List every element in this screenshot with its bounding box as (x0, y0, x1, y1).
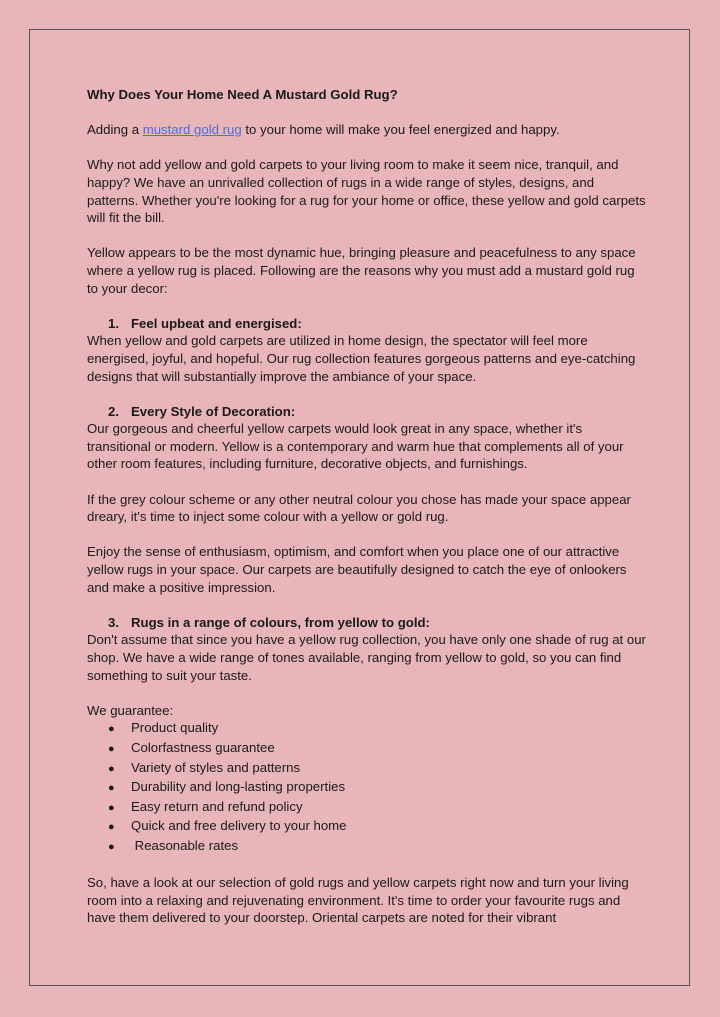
list-item (87, 719, 647, 739)
bullet-icon: ● (108, 840, 115, 853)
list-item (87, 739, 647, 759)
section-1-body: When yellow and gold carpets are utilized in home design, the spectator will feel more energised, joyful, and hopeful. Our rug collection features gorgeous patterns and eye-catching designs that will substantially improve the ambiance of your space. (87, 333, 636, 384)
document-body (87, 86, 647, 927)
intro-text-before: Adding a (87, 122, 143, 138)
bullet-icon: ● (108, 723, 115, 736)
list-item (87, 759, 647, 779)
list-item (87, 837, 647, 857)
section-2-heading (87, 403, 647, 421)
section-2-body-2: If the grey colour scheme or any other neutral colour you chose has made your space appear dreary, it's time to inject some colour with a yellow or gold rug. (87, 491, 631, 525)
paragraph-1: Why not add yellow and gold carpets to your living room to make it seem nice, tranquil, and happy? We have an unrivalled collection of rugs in a wide range of styles, designs, and patterns. Whether you're looking for a rug for your home or office, these yellow and gold carpets will fit the bill. (87, 157, 646, 226)
bullet-icon: ● (108, 782, 115, 795)
list-item-text: Easy return and refund policy (131, 798, 303, 814)
list-item (87, 817, 647, 837)
section-1-heading-text: Feel upbeat and energised: (131, 315, 302, 331)
list-item-text: Durability and long-lasting properties (131, 779, 346, 795)
list-item-text: Variety of styles and patterns (131, 759, 301, 775)
bullet-icon: ● (108, 762, 115, 775)
list-item (87, 778, 647, 798)
bullet-icon: ● (108, 821, 115, 834)
section-3-heading-text: Rugs in a range of colours, from yellow to gold: (131, 614, 430, 630)
intro-text-after: to your home will make you feel energized and happy. (241, 122, 560, 138)
section-2-body: Our gorgeous and cheerful yellow carpets would look great in any space, whether it's transitional or modern. Yellow is a contemporary and warm hue that complements all of your other room features, including furniture, decorative objects, and furnishings. (87, 421, 624, 472)
list-item-text: Reasonable rates (131, 837, 239, 853)
section-1-number: 1. (108, 315, 119, 331)
list-item-text: Colorfastness guarantee (131, 739, 275, 755)
list-item-text: Product quality (131, 720, 219, 736)
section-2-body-3: Enjoy the sense of enthusiasm, optimism, and comfort when you place one of our attractive yellow rugs in your space. Our carpets are beautifully designed to catch the eye of onlookers and make a positive impression. (87, 544, 627, 595)
intro-paragraph (87, 121, 647, 139)
section-1-heading (87, 315, 647, 333)
mustard-gold-rug-link[interactable]: mustard gold rug (142, 122, 242, 138)
section-2-heading-text: Every Style of Decoration: (131, 403, 296, 419)
section-3-heading (87, 614, 647, 632)
bullet-icon: ● (108, 742, 115, 755)
closing-paragraph: So, have a look at our selection of gold rugs and yellow carpets right now and turn your living room into a relaxing and rejuvenating environment. It's time to order your favourite rugs and have them delivered to your doorstep. Oriental carpets are noted for their vibrant (87, 875, 629, 926)
document-title: Why Does Your Home Need A Mustard Gold Rug? (87, 87, 398, 102)
section-3-body: Don't assume that since you have a yellow rug collection, you have only one shade of rug at our shop. We have a wide range of tones available, ranging from yellow to gold, so you can find something to suit your taste. (87, 632, 646, 683)
guarantee-intro: We guarantee: (87, 702, 174, 718)
list-item (87, 798, 647, 818)
bullet-icon: ● (108, 801, 115, 814)
list-item-text: Quick and free delivery to your home (131, 818, 347, 834)
section-3-number: 3. (108, 614, 119, 630)
paragraph-2: Yellow appears to be the most dynamic hue, bringing pleasure and peacefulness to any space where a yellow rug is placed. Following are the reasons why you must add a mustard gold rug to your decor: (87, 245, 636, 296)
guarantee-list (87, 719, 647, 856)
section-2-number: 2. (108, 403, 119, 419)
